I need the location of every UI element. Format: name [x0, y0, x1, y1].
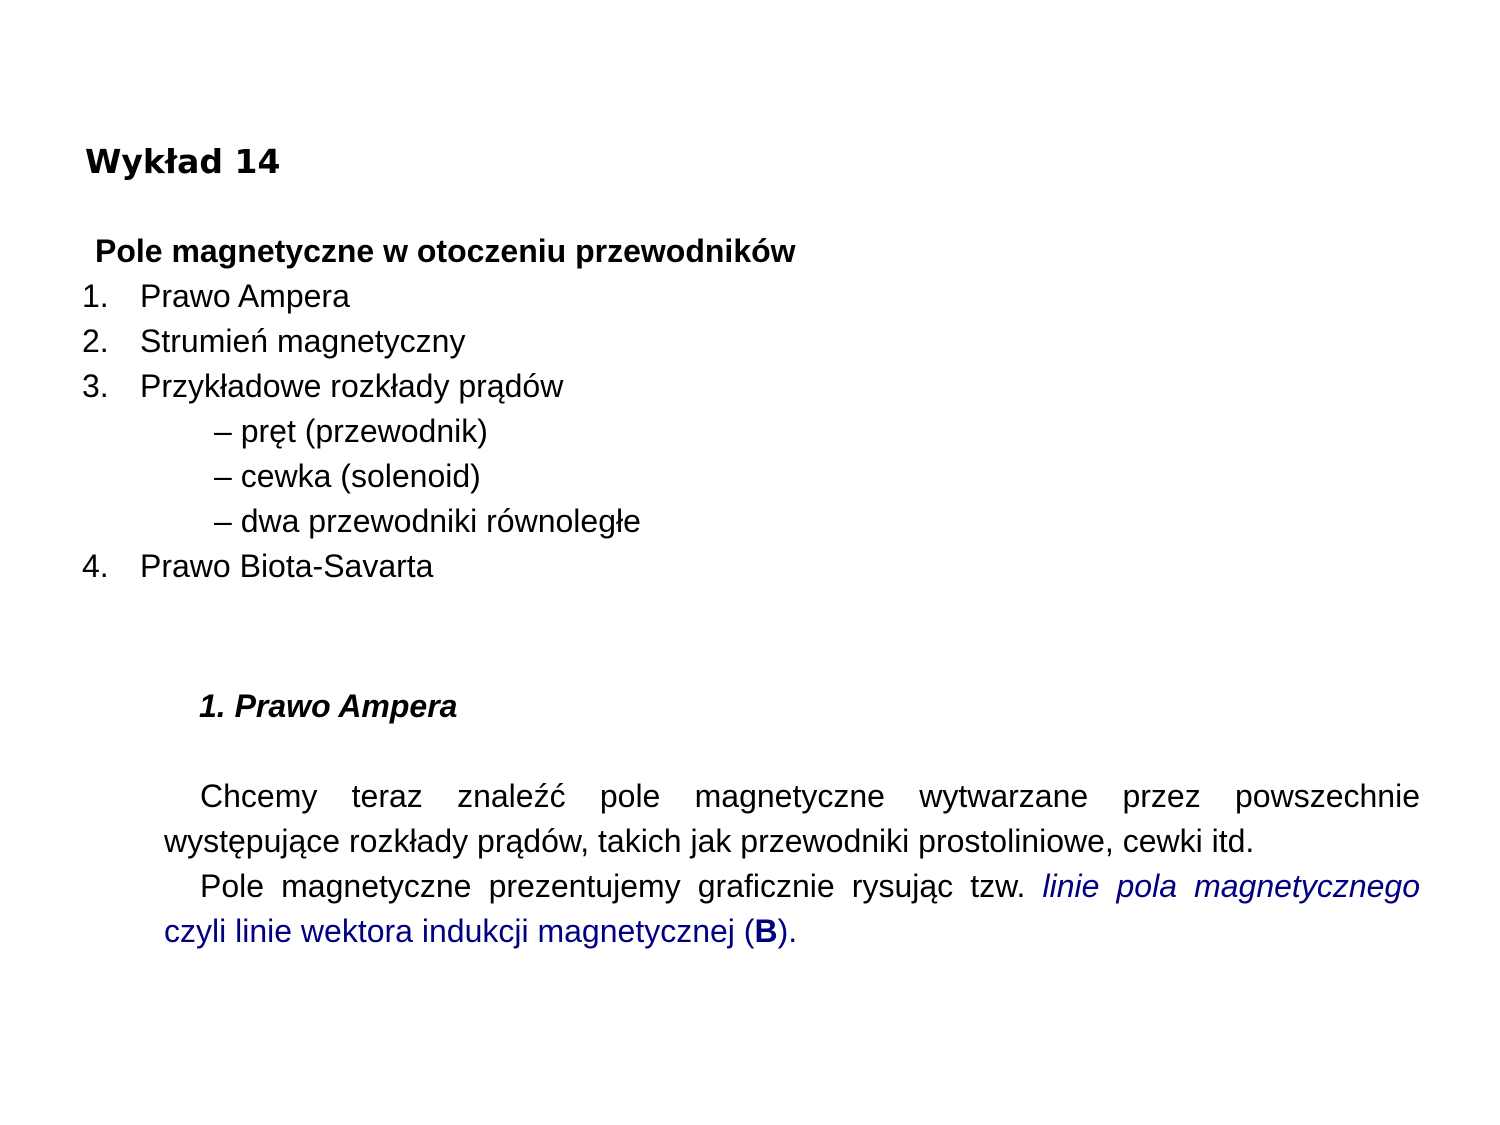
- vector-symbol-b: B: [754, 913, 778, 949]
- outline-label: Prawo Ampera: [140, 278, 350, 314]
- outline-label: Strumień magnetyczny: [140, 323, 466, 359]
- outline-subitem: [82, 499, 641, 544]
- dash-bullet: –: [214, 413, 232, 449]
- outline-number: 3.: [82, 368, 109, 404]
- field-lines-explanation: czyli linie wektora indukcji magnetycznej (: [164, 913, 755, 949]
- outline-subitem: [82, 409, 641, 454]
- outline-number: 4.: [82, 548, 109, 584]
- outline-list: [82, 274, 641, 589]
- lecture-title: Wykład 14: [85, 142, 281, 181]
- outline-label: dwa przewodniki równoległe: [240, 503, 641, 539]
- section-heading: 1. Prawo Ampera: [199, 688, 458, 724]
- outline-item: [82, 319, 641, 364]
- dash-bullet: –: [214, 458, 232, 494]
- outline-item: [82, 364, 641, 409]
- paragraph-intro: Chcemy teraz znaleźć pole magnetyczne wytwarzane przez powszechnie występujące rozkłady prądów, takich jak przewodniki prostoliniowe, cewki itd.: [164, 778, 1420, 859]
- outline-number: 2.: [82, 323, 109, 359]
- paragraph-plain-text: Pole magnetyczne prezentujemy graficznie rysując tzw.: [200, 868, 1026, 904]
- outline-label: Prawo Biota-Savarta: [140, 548, 434, 584]
- outline-label: pręt (przewodnik): [240, 413, 488, 449]
- paragraph-closing: ).: [777, 913, 798, 949]
- outline-label: cewka (solenoid): [240, 458, 481, 494]
- dash-bullet: –: [214, 503, 232, 539]
- field-lines-term: linie pola magnetycznego: [1042, 868, 1420, 904]
- section-body: [164, 774, 1420, 954]
- outline-item: [82, 544, 641, 589]
- outline-label: Przykładowe rozkłady prądów: [140, 368, 564, 404]
- outline-item: [82, 274, 641, 319]
- outline-subitem: [82, 454, 641, 499]
- paragraph-field-lines: [164, 864, 1420, 954]
- outline-number: 1.: [82, 278, 109, 314]
- lecture-subtitle: Pole magnetyczne w otoczeniu przewodników: [95, 233, 796, 269]
